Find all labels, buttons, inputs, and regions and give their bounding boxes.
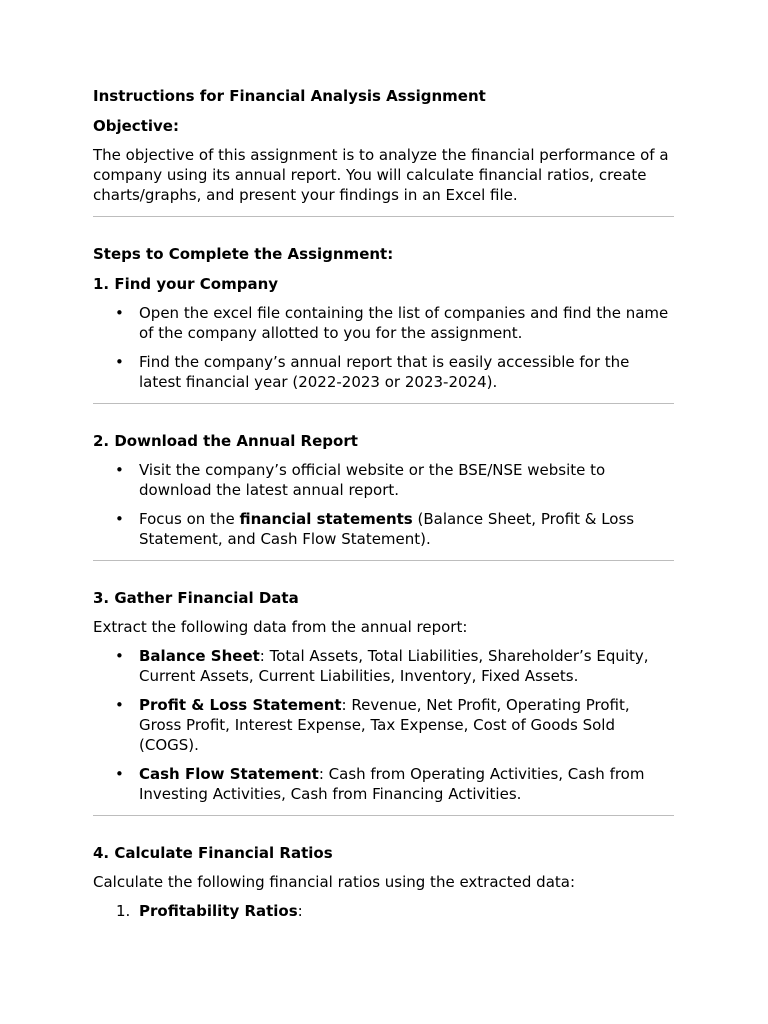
section-divider [93, 403, 674, 404]
list-item-text: Visit the company’s official website or the BSE/NSE website to download the latest annual report. [139, 461, 606, 499]
list-item-text-post: (Balance Sheet, Profit & Loss Statement, and Cash Flow Statement). [139, 510, 635, 548]
list-item [93, 352, 674, 392]
bullet-icon: • [115, 510, 124, 528]
list-item-label: Cash Flow Statement [139, 765, 319, 783]
gather-data-intro: Extract the following data from the annual report: [93, 618, 468, 636]
list-item-text: : Total Assets, Total Liabilities, Shareholder’s Equity, Current Assets, Current Liabilities, Inventory, Fixed Assets. [139, 647, 649, 685]
list-item-emphasis: financial statements [239, 510, 413, 528]
list-item-text-pre: Focus on the [139, 510, 240, 528]
section-divider [93, 560, 674, 561]
list-item [93, 460, 674, 500]
gather-data-list [93, 646, 674, 804]
list-item-text: : Cash from Operating Activities, Cash from Investing Activities, Cash from Financing Activities. [139, 765, 645, 803]
objective-heading: Objective: [93, 117, 179, 135]
list-item-label: Balance Sheet [139, 647, 260, 665]
list-item-text: : Revenue, Net Profit, Operating Profit, Gross Profit, Interest Expense, Tax Expense, Cost of Goods Sold (COGS). [139, 696, 630, 754]
objective-text: The objective of this assignment is to analyze the financial performance of a company using its annual report. You will calculate financial ratios, create charts/graphs, and present your findings in an Excel file. [93, 146, 669, 204]
bullet-icon: • [115, 353, 124, 371]
section-divider [93, 216, 674, 217]
list-item [93, 901, 674, 921]
calculate-ratios-intro: Calculate the following financial ratios using the extracted data: [93, 873, 576, 891]
list-item [93, 646, 674, 686]
section-heading-calculate-ratios: 4. Calculate Financial Ratios [93, 844, 333, 862]
steps-heading: Steps to Complete the Assignment: [93, 245, 394, 263]
list-item [93, 509, 674, 549]
section-heading-gather-data: 3. Gather Financial Data [93, 589, 299, 607]
list-item-number: 1. [116, 902, 131, 920]
find-company-list [93, 303, 674, 392]
list-item-text: : [297, 902, 303, 920]
list-item-label: Profitability Ratios [139, 902, 298, 920]
list-item-label: Profit & Loss Statement [139, 696, 342, 714]
list-item [93, 303, 674, 343]
bullet-icon: • [115, 696, 124, 714]
ratio-category-list [93, 901, 674, 921]
bullet-icon: • [115, 765, 124, 783]
download-report-list [93, 460, 674, 549]
bullet-icon: • [115, 461, 124, 479]
bullet-icon: • [115, 647, 124, 665]
section-divider [93, 815, 674, 816]
bullet-icon: • [115, 304, 124, 322]
list-item [93, 764, 674, 804]
section-heading-find-company: 1. Find your Company [93, 275, 279, 293]
list-item-text: Find the company’s annual report that is easily accessible for the latest financial year (2022-2023 or 2023-2024). [139, 353, 630, 391]
list-item-text: Open the excel file containing the list of companies and find the name of the company allotted to you for the assignment. [139, 304, 669, 342]
document-title: Instructions for Financial Analysis Assignment [93, 87, 486, 105]
section-heading-download-report: 2. Download the Annual Report [93, 432, 358, 450]
list-item [93, 695, 674, 755]
